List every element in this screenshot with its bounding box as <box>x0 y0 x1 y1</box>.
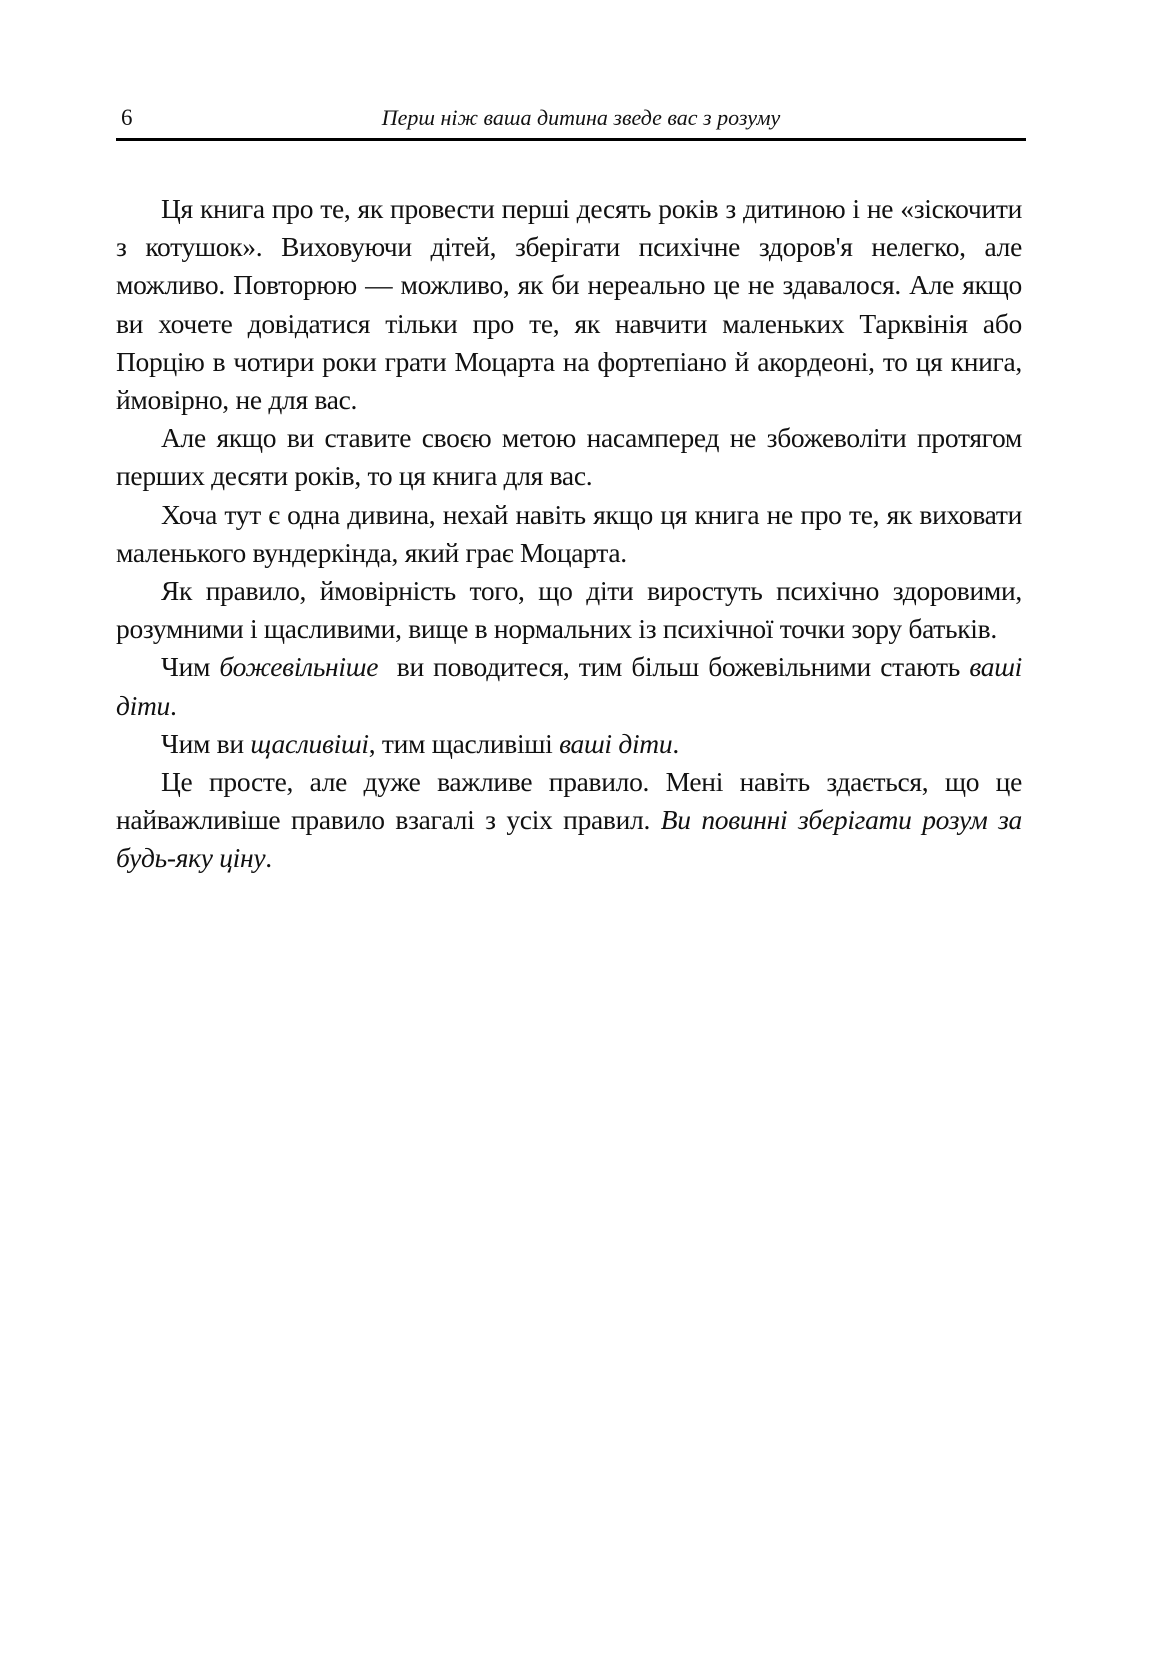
emphasis-text: ваші діти <box>116 651 1023 721</box>
text-run: . <box>169 689 177 721</box>
text-run: . <box>265 842 272 874</box>
page-body <box>116 190 1022 878</box>
paragraph-4: Як правило, ймовірність того, що діти виростуть психічно здоровими, розумними і щасливими, вище в нормальних із психічної точки зору батьків. <box>116 575 1022 645</box>
page-header <box>116 102 1026 141</box>
text-run: Чим <box>161 651 220 683</box>
text-run: . <box>672 727 679 759</box>
text-run: ви поводитеся, тим більш божевільними стають <box>378 651 970 683</box>
emphasis-text: божевільніше <box>219 651 379 683</box>
paragraph-1: Ця книга про те, як провести перші десять років з дитиною і не «зіскочити з котушок». Виховуючи дітей, зберігати психічне здоров'я нелегко, але можливо. Повторюю — можливо, як би нереально це не здавалося. Але якщо ви хочете довідатися тільки про те, як навчити маленьких Тарквінія або Порцію в чотири роки грати Моцарта на фортепіано й акордеоні, то ця книга, ймовірно, не для вас. <box>116 193 1022 416</box>
emphasis-text: ваші діти <box>559 727 673 759</box>
text-run: , тим щасливіші <box>368 727 560 759</box>
paragraph-2: Але якщо ви ставите своєю метою насамперед не збожеволіти протягом перших десяти років, то ця книга для вас. <box>116 422 1022 492</box>
text-run: Чим ви <box>161 727 251 759</box>
running-title: Перш ніж ваша дитина зведе вас з розуму <box>381 105 781 130</box>
page-number: 6 <box>121 105 133 130</box>
emphasis-text: Ви повинні зберігати розум за будь-яку ціну <box>116 804 1023 874</box>
paragraph-6 <box>116 725 1022 763</box>
paragraph-5 <box>116 648 1022 724</box>
paragraph-7 <box>116 763 1022 878</box>
emphasis-text: щасливіші <box>250 727 369 759</box>
text-run: Це просте, але дуже важливе правило. Мені навіть здається, що це найважливіше правило взагалі з усіх правил. <box>116 766 1022 836</box>
paragraph-3: Хоча тут є одна дивина, нехай навіть якщо ця книга не про те, як виховати маленького вундеркінда, який грає Моцарта. <box>116 498 1022 568</box>
